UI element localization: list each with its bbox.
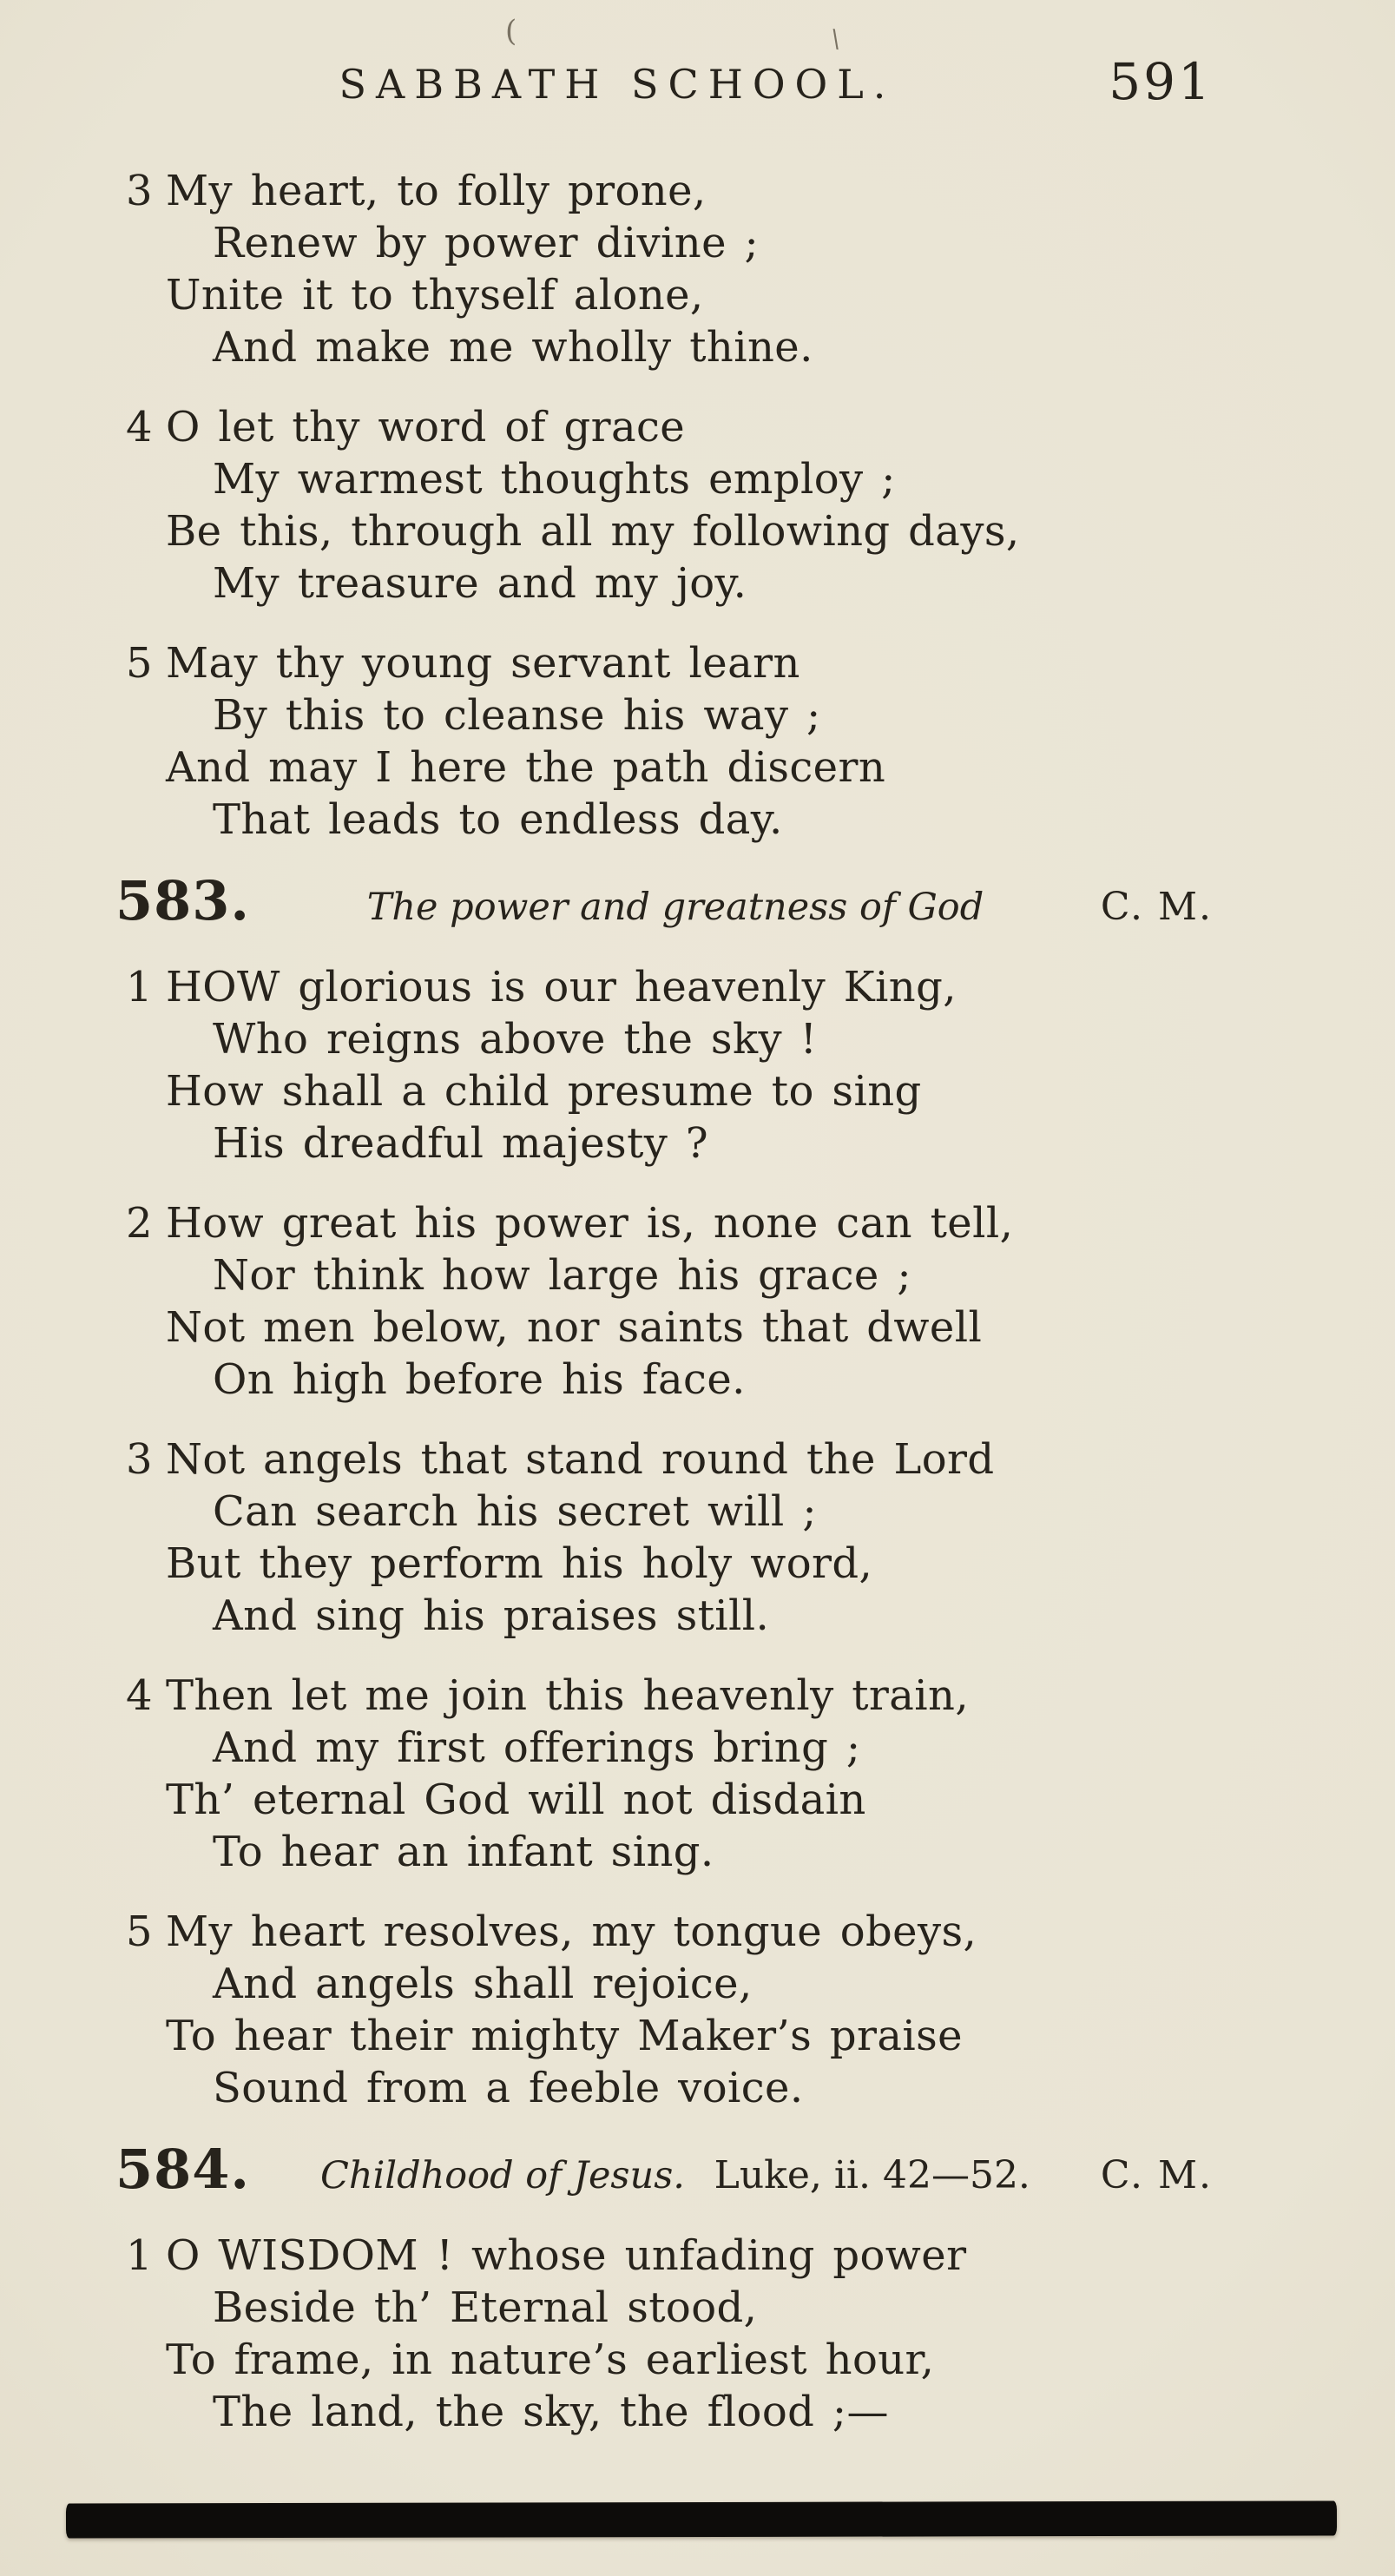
hymn-heading-584 [115, 2138, 1213, 2204]
hymn-title: The power and greatness of God [366, 886, 984, 929]
verse-line: But they perform his holy word, [166, 1539, 873, 1588]
verse [126, 401, 1213, 609]
verse-line: And may I here the path discern [166, 743, 886, 792]
hymn-heading-583 [115, 869, 1213, 935]
verse-line: And angels shall rejoice, [213, 1960, 753, 2008]
verse-line: By this to cleanse his way ; [213, 691, 821, 740]
verse [126, 1433, 1213, 1642]
hymn-582-continued [115, 165, 1213, 2438]
verse [126, 961, 1213, 1169]
verse-number: 4 [126, 1671, 153, 1720]
verse-line: My heart, to folly prone, [166, 167, 707, 215]
hymn-title-wrap [250, 880, 1101, 935]
verse-number: 5 [126, 1907, 153, 1956]
verse [126, 2230, 1213, 2438]
verse-line: How great his power is, none can tell, [166, 1199, 1014, 1248]
verse-line: And make me wholly thine. [213, 323, 813, 372]
verse-line: Unite it to thyself alone, [166, 271, 704, 320]
verse-line: And sing his praises still. [213, 1591, 770, 1640]
verse-line: My treasure and my joy. [213, 559, 747, 608]
verse-line: To hear their mighty Maker’s praise [166, 2012, 963, 2060]
verse-line: How shall a child presume to sing [166, 1067, 922, 1116]
verse-number: 5 [126, 639, 153, 688]
verse-line: Not angels that stand round the Lord [166, 1435, 995, 1484]
hymn-title: Childhood of Jesus. [319, 2154, 685, 2197]
verse-line: May thy young servant learn [166, 639, 800, 688]
verse-line: Renew by power divine ; [213, 219, 760, 267]
verse-line: Be this, through all my following days, [166, 507, 1020, 556]
verse-line: My warmest thoughts employ ; [213, 455, 896, 504]
verse-number: 1 [126, 963, 153, 1011]
verse-line: His dreadful majesty ? [213, 1119, 709, 1168]
verse-number: 1 [126, 2231, 153, 2280]
verse [126, 165, 1213, 373]
verse-line: Sound from a feeble voice. [213, 2064, 804, 2112]
verse-line: O WISDOM ! whose unfading power [166, 2231, 967, 2280]
verse-line: Not men below, nor saints that dwell [166, 1303, 983, 1352]
verse-line: To hear an infant sing. [213, 1828, 714, 1876]
verse-line: Can search his secret will ; [213, 1487, 817, 1536]
verse-number: 2 [126, 1199, 153, 1248]
running-head [126, 52, 1213, 116]
hymn-title-wrap [250, 2148, 1101, 2204]
verse-line: Th’ eternal God will not disdain [166, 1776, 866, 1824]
hymn-number: 583. [115, 869, 251, 932]
hymn-scripture-reference: Luke, ii. 42—52. [714, 2153, 1030, 2197]
hymn-meter: C. M. [1100, 2153, 1213, 2197]
page-number: 591 [1109, 52, 1213, 111]
verse [126, 1670, 1213, 1878]
hymn-number: 584. [115, 2138, 251, 2201]
verse-line: And my first offerings bring ; [213, 1723, 861, 1772]
verse-number: 3 [126, 167, 153, 215]
bottom-ink-bar [66, 2500, 1337, 2538]
verse-line: HOW glorious is our heavenly King, [166, 963, 957, 1011]
scan-artifact: \ [829, 23, 842, 54]
verse [126, 637, 1213, 846]
verse [126, 1906, 1213, 2114]
verse [126, 1197, 1213, 1406]
verse-number: 4 [126, 403, 153, 451]
scan-artifact: ( [505, 14, 517, 49]
running-title: SABBATH SCHOOL. [339, 61, 896, 108]
verse-number: 3 [126, 1435, 153, 1484]
verse-line: The land, the sky, the flood ;— [213, 2388, 889, 2436]
verse-line: O let thy word of grace [166, 403, 686, 451]
verse-line: That leads to endless day. [213, 795, 783, 844]
verse-line: Then let me join this heavenly train, [166, 1671, 970, 1720]
verse-line: Nor think how large his grace ; [213, 1251, 911, 1300]
verse-line: On high before his face. [213, 1355, 746, 1404]
verse-line: To frame, in nature’s earliest hour, [166, 2336, 935, 2384]
verse-line: Who reigns above the sky ! [213, 1015, 818, 1064]
verse-line: My heart resolves, my tongue obeys, [166, 1907, 977, 1956]
hymn-meter: C. M. [1100, 885, 1213, 929]
verse-line: Beside th’ Eternal stood, [213, 2283, 758, 2332]
